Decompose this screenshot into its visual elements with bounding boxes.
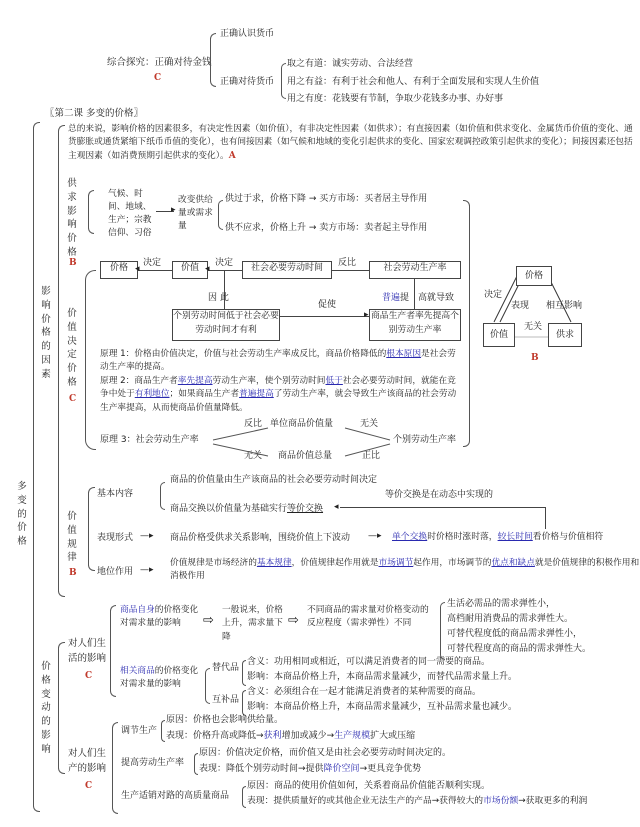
- basic-1: 商品的价值量由生产该商品的社会必要劳动时间决定: [170, 475, 378, 485]
- box-snlt: 社会必要劳动时间: [242, 261, 332, 279]
- adjust-brace: [161, 720, 165, 742]
- tri-decide: 决定: [484, 290, 503, 300]
- supply-causes: 气候、时间、地域、生产；宗教信仰、习俗: [108, 189, 152, 239]
- box-individual: 个别劳动时间低于社会必要劳动时间才有利: [172, 309, 280, 341]
- quality-brace: [242, 786, 246, 808]
- arrow-left-icon: ◂: [205, 264, 210, 274]
- elastic-item-4: 可替代程度高的商品的需求弹性大。: [447, 644, 592, 654]
- lesson-title: 〖第二课 多变的价格〗: [45, 108, 144, 119]
- quality-1: 原因：商品的使用价值如何，关系着商品价值能否顺利实现。: [247, 781, 491, 791]
- arrow-right-icon: —▸: [368, 531, 382, 541]
- form-1: 商品价格受供求关系影响，围绕价值上下波动: [170, 533, 351, 543]
- role-label: 地位作用: [97, 567, 134, 577]
- factors-label: 影响价格的因素: [41, 286, 51, 380]
- supply-case-1: 供过于求，价格下降 → 买方市场：买者居主导作用: [225, 194, 428, 204]
- principle-1: 原理 1：价格由价值决定，价值与社会劳动生产率成反比，商品价格降低的根本原因是社会劳动生产率的提高。: [100, 349, 456, 373]
- principle-3: 原理 3：社会劳动生产率: [100, 435, 199, 445]
- dynamic-line-v: [545, 507, 546, 529]
- elastic-item-1: 生活必需品的需求弹性小，: [447, 599, 556, 609]
- arrow-right-icon: —▸: [140, 531, 154, 541]
- tri-grade: B: [531, 353, 539, 363]
- arrow-right-icon: —▸: [140, 565, 154, 575]
- p3-total: 商品价值总量: [278, 451, 333, 461]
- top-item-1: 正确认识货币: [220, 29, 275, 39]
- complement-item-2: 影响：本商品价格上升，本商品需求量减少，互补品需求量也减少。: [247, 702, 518, 712]
- production-brace: [112, 722, 118, 814]
- edge-general: 普遍提: [382, 293, 410, 303]
- p3-none-1: 无关: [360, 419, 379, 429]
- general-rule: 一般说来，价格上升，需求量下降: [222, 605, 283, 642]
- complement-brace: [242, 690, 246, 716]
- top-main-label: 综合探究：正确对待金钱: [107, 57, 212, 68]
- elastic-item-3: 可替代程度低的商品需求弹性小，: [447, 629, 583, 639]
- p3-inverse: 反比: [244, 419, 263, 429]
- role-text: 价值规律是市场经济的基本规律，价值规律起作用就是市场调节起作用，市场调节的优点和缺点就是价值规律的积极作用和消极作用: [170, 558, 640, 582]
- tri-supply: 供求: [548, 323, 582, 347]
- dynamic-note: 等价交换是在动态中实现的: [385, 490, 494, 500]
- box-slp: 社会劳动生产率: [369, 261, 461, 279]
- box-price: 价格: [100, 261, 138, 279]
- edge-decide-1: 决定: [143, 258, 162, 268]
- substitute-item-1: 含义：功用相同或相近，可以满足消费者的同一需要的商品。: [247, 657, 491, 667]
- value-law-brace: [88, 487, 95, 571]
- own-price-effect: 商品自身的价格变化对需求量的影响: [120, 605, 199, 629]
- p3-individual: 个别劳动生产率: [393, 435, 457, 445]
- elastic-brace: [440, 602, 445, 660]
- basic-label: 基本内容: [97, 489, 134, 499]
- substitute-brace: [242, 660, 246, 686]
- tri-mutual: 相互影响: [546, 301, 583, 311]
- form-label: 表现形式: [97, 533, 134, 543]
- top-grade: C: [154, 73, 162, 83]
- supply-change: 改变供给量或需求量: [178, 195, 213, 232]
- tri-price: 价格: [516, 266, 552, 286]
- value-law-label: 价值规律: [67, 511, 77, 564]
- basic-2: 商品交换以价值量为基础实行等价交换: [170, 504, 324, 514]
- p3-none-2: 无关: [244, 451, 263, 461]
- arrow-left-icon: ◂: [334, 502, 339, 512]
- adjust-label: 调节生产: [121, 726, 158, 736]
- life-brace: [110, 605, 116, 697]
- dynamic-line-h: [340, 507, 545, 508]
- related-price-effect: 相关商品的价格变化对需求量的影响: [120, 666, 199, 690]
- principle-2: 原理 2：商品生产者率先提高劳动生产率，使个别劳动时间低于社会必要劳动时间，就能在竞争中处于有利地位；如果商品生产者普遍提高了劳动生产率，就会导致生产该商品的社会劳动生产率提高，从而使商品价值量降低。: [100, 376, 457, 413]
- edge-lead: 高就导致: [418, 293, 455, 303]
- elasticity-text: 不同商品的需求量对价格变动的反应程度（需求弹性）不同: [307, 605, 429, 629]
- value-law-grade: B: [69, 568, 77, 578]
- tri-value: 价值: [483, 323, 515, 347]
- complement-item-1: 含义：必须组合在一起才能满足消费者的某种需要的商品。: [247, 687, 482, 697]
- improve-label: 提高劳动生产率: [121, 758, 185, 768]
- double-arrow-icon: ⇨: [203, 613, 214, 628]
- production-label: 对人们生产的影响: [68, 748, 107, 774]
- top-sub-3: 用之有度：花钱要有节制，争取少花钱多办事、办好事: [287, 94, 504, 104]
- p3-direct: 正比: [362, 451, 381, 461]
- improve-brace: [194, 753, 198, 775]
- arrow-left-icon: ◂: [135, 264, 140, 274]
- double-arrow-icon: ⇨: [288, 613, 299, 628]
- supply-case-2: 供不应求，价格上升 → 卖方市场：卖者起主导作用: [225, 223, 428, 233]
- value-decides-grade: C: [69, 394, 77, 404]
- top-sub-2: 用之有益：有利于社会和他人、有利于全面发展和实现人生价值: [287, 77, 540, 87]
- p3-unit: 单位商品价值量: [270, 419, 334, 429]
- supply-demand-label: 供求影响价格: [67, 178, 77, 258]
- adjust-1: 原因：价格也会影响供给量。: [166, 715, 284, 725]
- quality-label: 生产适销对路的高质量商品: [121, 791, 230, 801]
- value-decides-label: 价值决定价格: [67, 308, 77, 388]
- substitute-label: 替代品: [212, 663, 240, 673]
- box-producer: 商品生产者率先提高个别劳动生产率: [369, 309, 461, 341]
- elastic-item-2: 高档耐用消费品的需求弹性大。: [447, 614, 574, 624]
- causes-arrow-icon: ▸: [171, 205, 176, 215]
- related-brace: [205, 668, 210, 704]
- quality-2: 表现：提供质量好的或其他企业无法生产的产品→获得较大的市场份额→获取更多的利润: [247, 796, 588, 806]
- basic-brace: [160, 482, 165, 510]
- edge-decide-2: 决定: [215, 258, 234, 268]
- top-sub-1: 取之有道：诚实劳动、合法经营: [287, 59, 414, 69]
- tri-none: 无关: [524, 322, 543, 332]
- supply-demand-grade: B: [69, 258, 77, 268]
- life-label: 对人们生活的影响: [68, 638, 107, 664]
- form-2: 单个交换时价格时涨时落，较长时间看价格与价值相符: [392, 532, 604, 542]
- life-grade: C: [85, 671, 93, 681]
- substitute-item-2: 影响：本商品价格上升，本商品需求量减少，而替代品需求量上升。: [247, 672, 518, 682]
- adjust-2: 表现：价格升高或降低→获利增加或减少→生产规模扩大或压缩: [166, 731, 416, 741]
- production-grade: C: [85, 781, 93, 791]
- edge-therefore: 因 此: [208, 293, 229, 303]
- box-value: 价值: [172, 261, 208, 279]
- factors-summary: 总的来说，影响价格的因素很多，有决定性因素（如价值），有非决定性因素（如供求）；有直接因素（如价值和供求变化、金属货币价值的变化、通货膨胀或通货紧缩下纸币币值的变化），也有间接因素（如气候和地域的变化引起供求的变化、国家宏观调控政策引起供求的变化）；间接因素还包括主观因素（如消费预期引起供求的变化）。A: [68, 124, 633, 161]
- top-item-2: 正确对待货币: [220, 77, 275, 87]
- impact-brace: [58, 642, 65, 774]
- arrow-right-icon: ▸: [364, 310, 369, 320]
- improve-2: 表现：降低个别劳动时间→提供降价空间→更具竞争优势: [199, 764, 422, 774]
- edge-inverse: 反比: [338, 258, 357, 268]
- impact-label: 价格变动的影响: [41, 661, 51, 755]
- root-label: 多变的价格: [17, 481, 27, 548]
- tri-express: 表现: [511, 301, 530, 311]
- edge-promote: 促使: [318, 300, 337, 310]
- improve-1: 原因：价值决定价格，而价值又是由社会必要劳动时间决定的。: [199, 748, 452, 758]
- complement-label: 互补品: [212, 695, 240, 705]
